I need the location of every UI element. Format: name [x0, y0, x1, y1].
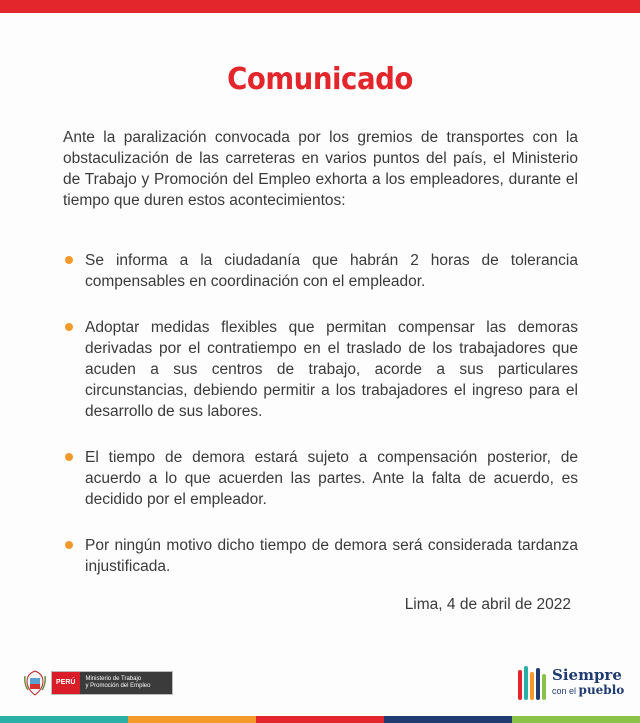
list-item — [63, 317, 578, 422]
intro-paragraph: Ante la paralización convocada por los gremios de transportes con la obstaculización de las carreteras en varios puntos del país, el Ministerio de Trabajo y Promoción del Empleo exhorta a los empleadores, durante el tiempo que duren estos acontecimientos: — [63, 129, 578, 209]
ministry-name — [80, 672, 172, 694]
list-item — [63, 250, 578, 292]
ministry-badge — [51, 671, 173, 695]
slogan-logo — [518, 664, 624, 700]
list-item — [63, 535, 578, 577]
bullet-dot-icon — [65, 256, 73, 264]
bullet-dot-icon — [65, 323, 73, 331]
ministry-name-line1: Ministerio de Trabajo — [85, 676, 142, 682]
list-item-text: Se informa a la ciudadanía que habrán 2 horas de tolerancia compensables en coordinación con el empleador. — [85, 252, 578, 290]
bottom-color-bar — [0, 716, 640, 723]
country-label: PERÚ — [52, 672, 80, 694]
slogan-prefix: con el — [552, 686, 577, 696]
date-line: Lima, 4 de abril de 2022 — [404, 596, 571, 613]
bullet-dot-icon — [65, 541, 73, 549]
list-item-text: Por ningún motivo dicho tiempo de demora será considerada tardanza injustificada. — [85, 537, 578, 575]
list-item-text: El tiempo de demora estará sujeto a compensación posterior, de acuerdo a lo que acuerden las partes. Ante la falta de acuerdo, es decidido por el empleador. — [85, 449, 578, 508]
top-accent-bar — [0, 0, 640, 13]
slogan-line2 — [552, 684, 624, 696]
bullet-list — [63, 250, 578, 577]
bullet-dot-icon — [65, 453, 73, 461]
ministry-logo — [24, 669, 173, 697]
list-item — [63, 447, 578, 510]
list-item-text: Adoptar medidas flexibles que permitan compensar las demoras derivadas por el contratiempo en el traslado de los trabajadores que acuden a sus centros de trabajo, acorde a sus particulares circunstancias, debiendo permitir a los trabajadores el ingreso para el desarrollo de sus labores. — [85, 319, 578, 420]
slogan-text — [552, 668, 624, 696]
coat-of-arms-icon — [24, 670, 46, 696]
slogan-word: pueblo — [578, 683, 625, 697]
slogan-line1: Siempre — [552, 666, 622, 684]
page-title: Comunicado — [227, 62, 413, 97]
ministry-name-line2: y Promoción del Empleo — [85, 683, 151, 689]
colored-bars-icon — [518, 664, 546, 700]
